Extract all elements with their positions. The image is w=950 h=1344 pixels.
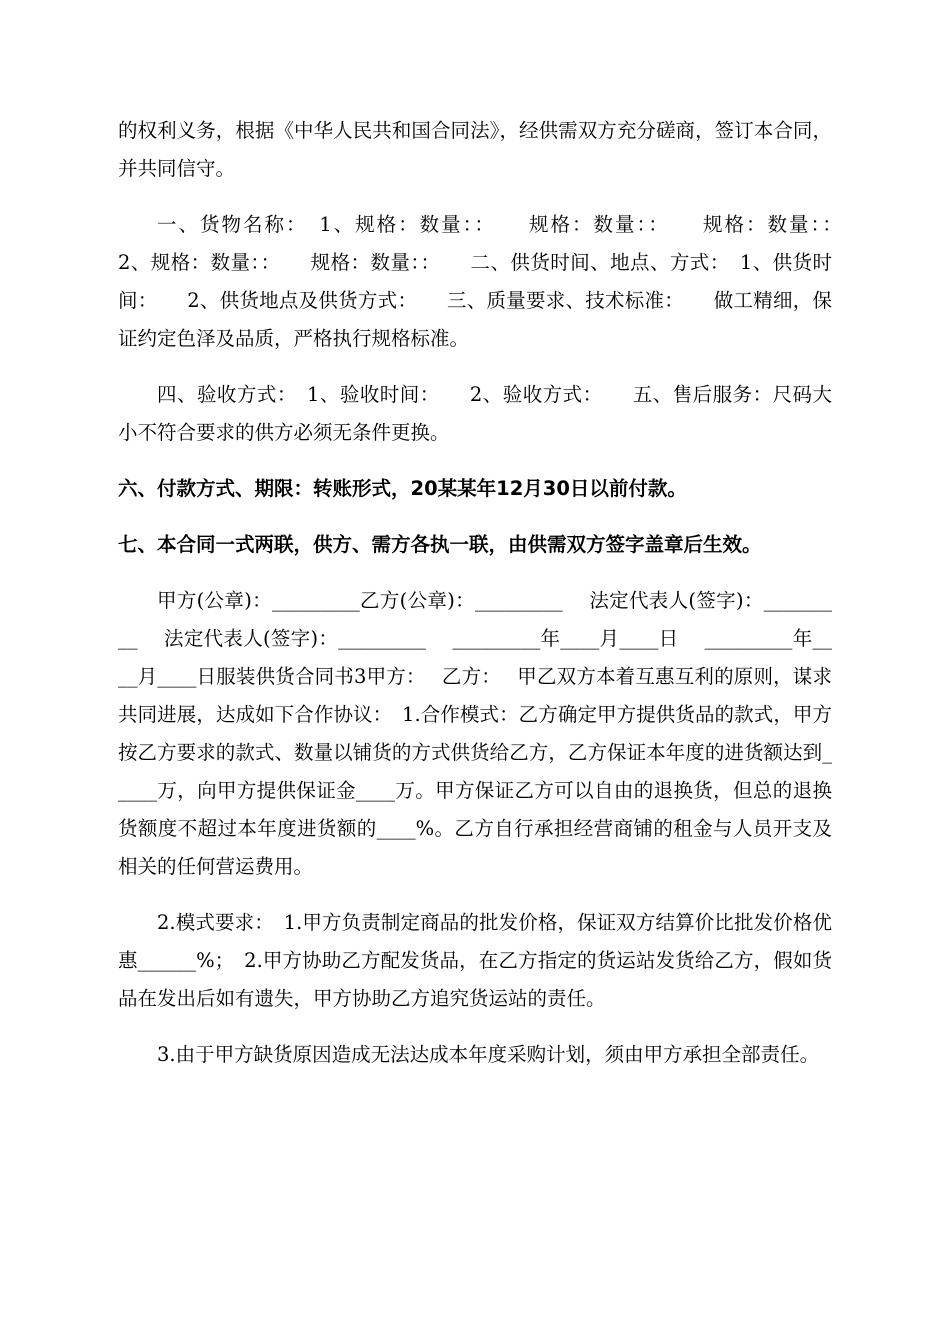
- document-page: [118, 112, 872, 1092]
- paragraph-contract-purpose: 的权利义务，根据《中华人民共和国合同法》，经供需双方充分磋商，签订本合同，并共同信守。: [118, 119, 832, 180]
- paragraph-copies-effectiveness: 七、本合同一式两联，供方、需方各执一联，由供需双方签字盖章后生效。: [118, 533, 762, 556]
- paragraph-goods-delivery-quality: 一、货物名称： 1、规格：数量：： 规格：数量：： 规格：数量：： 2、规格：数量：： 规格：数量：： 二、供货时间、地点、方式： 1、供货时间： 2、供货地点及供货方式： 三、质量要求、技术标准： 做工精细，保证约定色泽及品质，严格执行规格标准。: [118, 213, 872, 350]
- paragraph-mode-requirements: 2.模式要求： 1.甲方负责制定商品的批发价格，保证双方结算价比批发价格优惠______%； 2.甲方协助乙方配发货品，在乙方指定的货运站发货给乙方，假如货品在发出后如有遗失，甲方协助乙方追究货运站的责任。: [118, 911, 832, 1010]
- paragraph-acceptance-aftersales: 四、验收方式： 1、验收时间： 2、验收方式： 五、售后服务：尺码大小不符合要求的供方必须无条件更换。: [118, 383, 832, 444]
- paragraph-shortage-responsibility: 3.由于甲方缺货原因造成无法达成本年度采购计划，须由甲方承担全部责任。: [157, 1043, 820, 1066]
- paragraph-signatures-cooperation: 甲方(公章)：_________乙方(公章)：_________ 法定代表人(签字)：_________ 法定代表人(签字)：_________ _________年____月____日 _________年____月____日服装供货合同书3甲方： 乙方： 甲乙双方本着互惠互利的原则，谋求共同进展，达成如下合作协议： 1.合作模式：乙方确定甲方提供货品的款式，甲方按乙方要求的款式、数量以铺货的方式供货给乙方，乙方保证本年度的进货额达到_____万，向甲方提供保证金____万。甲方保证乙方可以自由的退换货，但总的退换货额度不超过本年度进货额的____%。乙方自行承担经营商铺的租金与人员开支及相关的任何营运费用。: [118, 589, 832, 878]
- paragraph-payment-terms: 六、付款方式、期限：转账形式，20某某年12月30日以前付款。: [118, 477, 687, 500]
